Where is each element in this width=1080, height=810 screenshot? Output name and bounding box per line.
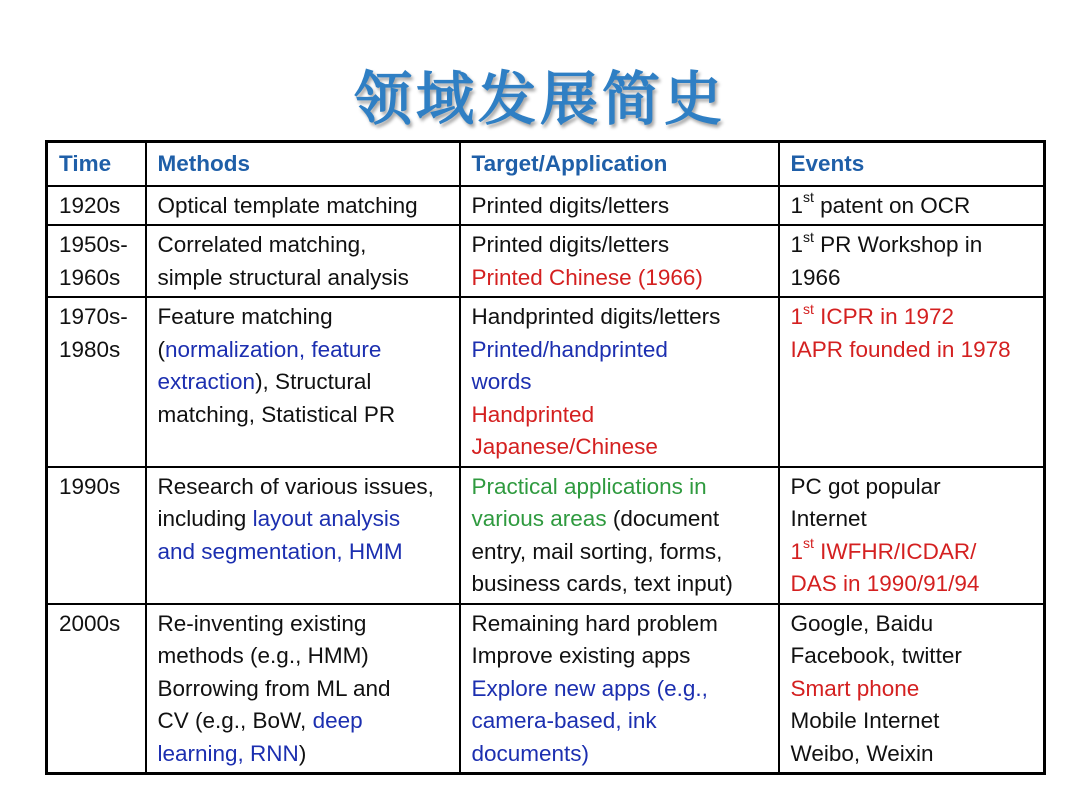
text-segment: words (471, 369, 532, 394)
text-line (158, 229, 449, 262)
text-line (158, 503, 449, 536)
text-line (472, 229, 768, 262)
text-segment: Mobile Internet (790, 708, 940, 733)
text-segment: Handprinted digits/letters (471, 304, 721, 329)
text-line (791, 334, 1034, 367)
time-line: 1920s (59, 192, 121, 218)
history-table (45, 140, 1046, 775)
cell-methods (146, 604, 460, 774)
text-line (472, 536, 768, 569)
text-line (791, 673, 1034, 706)
cell-target (460, 297, 779, 467)
cell-methods (146, 467, 460, 604)
table-row (47, 297, 1045, 467)
text-line (472, 190, 768, 223)
text-segment: ICPR in 1972 (813, 304, 954, 329)
text-segment: simple structural analysis (157, 264, 409, 290)
text-segment: Printed Chinese (1966) (471, 264, 703, 290)
text-segment: Research of various issues, (157, 473, 434, 499)
text-line (791, 262, 1034, 295)
text-segment: normalization, feature (165, 336, 382, 362)
text-line (158, 608, 449, 641)
text-segment: 1 (790, 304, 804, 329)
text-segment: ( (157, 336, 165, 362)
text-line (791, 190, 1034, 223)
text-line (472, 673, 768, 706)
text-line (158, 301, 449, 334)
text-line (158, 640, 449, 673)
text-line (158, 471, 449, 504)
text-segment: Optical template matching (157, 192, 418, 218)
cell-methods (146, 297, 460, 467)
cell-time (47, 467, 146, 604)
text-segment: Google, Baidu (790, 610, 934, 636)
text-line (158, 262, 449, 295)
text-segment: deep (312, 708, 363, 733)
text-segment: Printed digits/letters (471, 192, 670, 218)
text-segment: Internet (790, 506, 867, 531)
text-segment: DAS in 1990/91/94 (790, 571, 980, 596)
cell-events (779, 297, 1045, 467)
text-segment: matching, Statistical PR (157, 401, 396, 427)
header-methods: Methods (146, 142, 460, 186)
text-line (472, 399, 768, 432)
text-segment: Feature matching (157, 304, 333, 329)
text-line (158, 399, 449, 432)
time-line: 2000s (59, 610, 121, 636)
text-segment: Handprinted (471, 401, 595, 427)
text-segment: various areas (471, 506, 607, 531)
text-segment: IAPR founded in 1978 (790, 336, 1011, 362)
text-line (791, 738, 1034, 771)
text-line (158, 673, 449, 706)
cell-time (47, 225, 146, 297)
text-line (472, 503, 768, 536)
text-segment: including (157, 506, 253, 531)
text-line (791, 229, 1034, 262)
text-line (158, 536, 449, 569)
superscript: st (803, 189, 814, 205)
text-segment: Re-inventing existing (157, 610, 367, 636)
superscript: st (803, 535, 814, 551)
table-row (47, 467, 1045, 604)
text-line (472, 608, 768, 641)
text-segment: Weibo, Weixin (790, 740, 934, 766)
text-segment: CV (e.g., BoW, (157, 708, 313, 733)
text-line (472, 431, 768, 464)
text-segment: Borrowing from ML and (157, 675, 391, 701)
text-segment: Japanese/Chinese (471, 434, 658, 459)
cell-time (47, 604, 146, 774)
time-line: 1990s (59, 473, 121, 499)
text-line (472, 334, 768, 367)
text-segment: 1 (790, 192, 804, 218)
cell-time (47, 186, 146, 226)
table-row (47, 604, 1045, 774)
table-row (47, 186, 1045, 226)
header-time: Time (47, 142, 146, 186)
table-row (47, 225, 1045, 297)
text-segment: Correlated matching, (157, 232, 367, 257)
text-line (472, 568, 768, 601)
text-segment: camera-based, ink (471, 708, 657, 733)
time-line: 1960s (59, 264, 121, 290)
text-segment: (document (606, 506, 720, 531)
text-segment: PC got popular (790, 473, 941, 499)
superscript: st (803, 300, 814, 317)
cell-time (47, 297, 146, 467)
text-segment: Smart phone (790, 675, 920, 701)
superscript: st (803, 228, 814, 245)
cell-events (779, 467, 1045, 604)
text-line (472, 705, 768, 738)
text-segment: IWFHR/ICDAR/ (813, 538, 977, 564)
text-segment: business cards, text input) (471, 571, 733, 596)
text-segment: entry, mail sorting, forms, (471, 538, 723, 564)
header-target: Target/Application (460, 142, 779, 186)
header-row (47, 142, 1045, 186)
text-line (472, 301, 768, 334)
text-line (791, 640, 1034, 673)
cell-events (779, 604, 1045, 774)
text-segment: Printed digits/letters (471, 232, 670, 257)
text-segment: Practical applications in (471, 473, 707, 499)
text-segment: PR Workshop in (813, 232, 983, 257)
text-segment: Printed/handprinted (471, 336, 668, 362)
time-line: 1970s- (59, 304, 128, 329)
text-line (791, 471, 1034, 504)
text-segment: ) (298, 740, 307, 766)
text-line (791, 301, 1034, 334)
text-line (472, 738, 768, 771)
text-segment: documents) (471, 740, 590, 766)
cell-methods (146, 186, 460, 226)
text-segment: 1 (790, 538, 804, 564)
text-line (158, 738, 449, 771)
text-line (791, 705, 1034, 738)
text-line (472, 262, 768, 295)
table-body (47, 186, 1045, 774)
text-segment: Explore new apps (e.g., (471, 675, 708, 701)
text-line (158, 705, 449, 738)
text-line (791, 503, 1034, 536)
text-line (472, 471, 768, 504)
cell-target (460, 186, 779, 226)
cell-target (460, 604, 779, 774)
text-line (791, 536, 1034, 569)
cell-events (779, 186, 1045, 226)
cell-events (779, 225, 1045, 297)
text-segment: extraction (157, 369, 256, 394)
text-segment: layout analysis (252, 506, 401, 531)
text-segment: 1 (790, 232, 804, 257)
text-segment: Facebook, twitter (790, 643, 962, 668)
text-line (158, 366, 449, 399)
cell-methods (146, 225, 460, 297)
text-segment: ), Structural (255, 369, 372, 394)
text-line (158, 334, 449, 367)
text-line (472, 366, 768, 399)
text-line (791, 608, 1034, 641)
page-title: 领域发展简史 (353, 65, 726, 133)
text-segment: Remaining hard problem (471, 610, 718, 636)
text-segment: Improve existing apps (471, 643, 691, 668)
text-segment: patent on OCR (813, 192, 971, 218)
time-line: 1950s- (59, 232, 128, 257)
text-segment: 1966 (790, 264, 841, 290)
cell-target (460, 467, 779, 604)
text-line (158, 190, 449, 223)
text-segment: methods (e.g., HMM) (157, 643, 369, 668)
text-segment: learning, RNN (157, 740, 299, 766)
text-line (472, 640, 768, 673)
cell-target (460, 225, 779, 297)
time-line: 1980s (59, 336, 121, 362)
text-segment: and segmentation, HMM (157, 538, 403, 564)
text-line (791, 568, 1034, 601)
header-events: Events (779, 142, 1045, 186)
